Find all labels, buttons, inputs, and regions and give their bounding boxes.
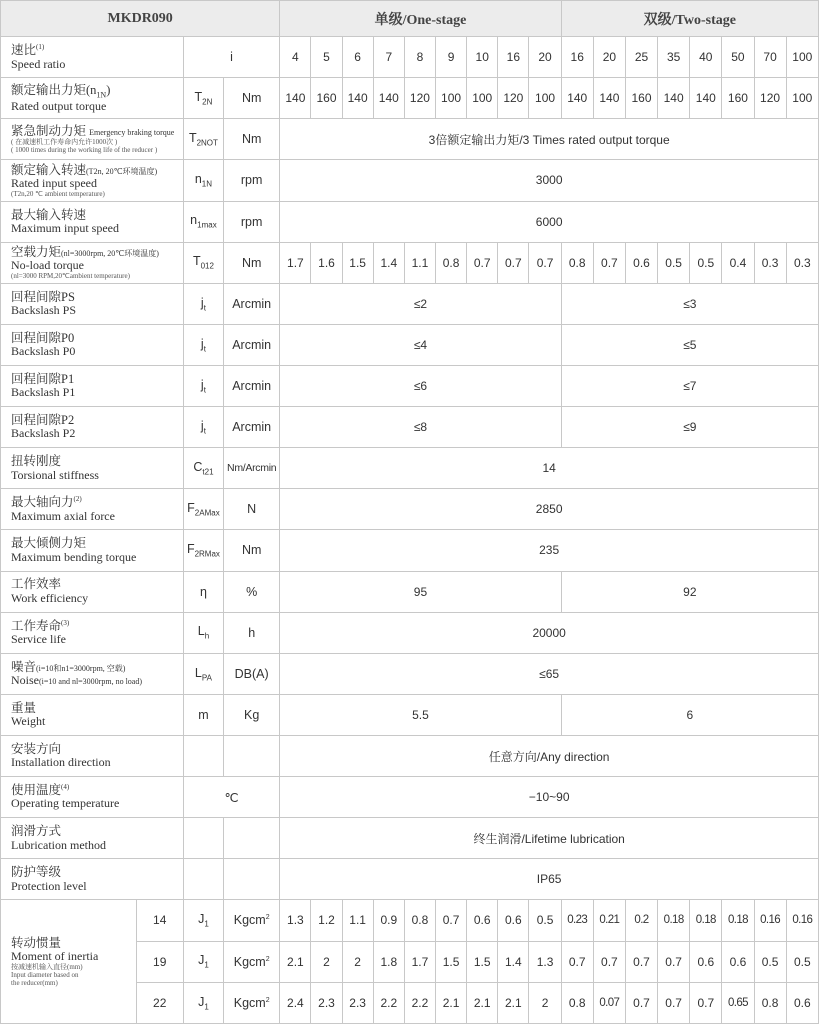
row-label: 紧急制动力矩 Emergency braking torque ( 在减速机工作寿命内允许1000次 ) ( 1000 times during the working life of the reducer ) (1, 119, 184, 160)
ratio-cell: 4 (280, 37, 311, 78)
no-load-cell: 0.8 (436, 242, 467, 283)
value-cell: 3000 (280, 160, 819, 201)
inertia-cell: 0.65 (722, 982, 754, 1023)
row-unit: ℃ (183, 777, 279, 818)
one-stage-value: 95 (280, 571, 561, 612)
row-unit: Arcmin (224, 283, 280, 324)
two-stage-value: 92 (561, 571, 818, 612)
no-load-cell: 0.7 (529, 242, 561, 283)
empty-cell (183, 818, 223, 859)
one-stage-header: 单级/One-stage (280, 1, 561, 37)
row-label: 重量 Weight (1, 694, 184, 735)
row-label: 工作寿命$^{(3)}$ Service life (1, 612, 184, 653)
inertia-cell: 1.5 (436, 941, 467, 982)
empty-cell (224, 859, 280, 900)
empty-cell (224, 735, 280, 776)
backlash-p0-row (1, 324, 819, 365)
inertia-cell: 0.5 (754, 941, 786, 982)
ratio-cell: 8 (404, 37, 435, 78)
torque-cell: 140 (658, 78, 690, 119)
inertia-cell: 2.1 (436, 982, 467, 1023)
no-load-cell: 0.4 (722, 242, 754, 283)
row-label: 防护等级 Protection level (1, 859, 184, 900)
inertia-cell: 1.4 (498, 941, 529, 982)
inertia-cell: 1.8 (373, 941, 404, 982)
work-efficiency-row (1, 571, 819, 612)
value-cell: 任意方向/Any direction (280, 735, 819, 776)
lubrication-row (1, 818, 819, 859)
inertia-cell: 1.3 (280, 900, 311, 941)
row-symbol: $J_1$ (183, 982, 223, 1023)
ratio-cell: 16 (498, 37, 529, 78)
row-label: 回程间隙PS Backslash PS (1, 283, 184, 324)
row-unit: Arcmin (224, 365, 280, 406)
two-stage-value: ≤7 (561, 365, 818, 406)
row-symbol: $j_t$ (183, 324, 223, 365)
installation-row (1, 735, 819, 776)
inertia-cell: 0.5 (529, 900, 561, 941)
backlash-p1-row (1, 365, 819, 406)
one-stage-value: ≤6 (280, 365, 561, 406)
inertia-cell: 2.2 (404, 982, 435, 1023)
input-diameter: 14 (136, 900, 183, 941)
row-label: 回程间隙P2 Backslash P2 (1, 407, 184, 448)
no-load-cell: 1.1 (404, 242, 435, 283)
ratio-cell: 16 (561, 37, 593, 78)
one-stage-value: ≤2 (280, 283, 561, 324)
row-symbol: $L_h$ (183, 612, 223, 653)
no-load-cell: 0.7 (467, 242, 498, 283)
inertia-cell: 0.5 (786, 941, 818, 982)
inertia-cell: 0.7 (625, 941, 657, 982)
torque-cell: 100 (467, 78, 498, 119)
inertia-cell: 2.1 (467, 982, 498, 1023)
row-symbol: $J_1$ (183, 941, 223, 982)
no-load-cell: 1.5 (342, 242, 373, 283)
ratio-cell: 70 (754, 37, 786, 78)
value-cell: 2850 (280, 489, 819, 530)
no-load-cell: 0.8 (561, 242, 593, 283)
row-symbol: $T_{012}$ (183, 242, 223, 283)
row-symbol: $T_{2NOT}$ (183, 119, 223, 160)
row-unit: Arcmin (224, 324, 280, 365)
row-symbol: $j_t$ (183, 283, 223, 324)
torque-cell: 160 (722, 78, 754, 119)
row-label: 额定输入转速(T2n, 20℃环境温度) Rated input speed (T2n,20 ℃ ambient temperature) (1, 160, 184, 201)
inertia-cell: 0.7 (561, 941, 593, 982)
inertia-cell: 0.7 (658, 982, 690, 1023)
torsional-stiffness-row (1, 448, 819, 489)
inertia-cell: 0.16 (754, 900, 786, 941)
row-unit: Kgcm$^2$ (224, 900, 280, 941)
inertia-cell: 2 (529, 982, 561, 1023)
inertia-cell: 1.1 (342, 900, 373, 941)
row-label: 回程间隙P0 Backslash P0 (1, 324, 184, 365)
torque-cell: 140 (561, 78, 593, 119)
row-label: 噪音(i=10和n1=3000rpm, 空载) Noise(i=10 and nl=3000rpm, no load) (1, 653, 184, 694)
row-unit: Kgcm$^2$ (224, 941, 280, 982)
inertia-cell: 0.7 (658, 941, 690, 982)
inertia-cell: 2.2 (373, 982, 404, 1023)
no-load-cell: 1.6 (311, 242, 342, 283)
row-symbol: m (183, 694, 223, 735)
one-stage-value: 5.5 (280, 694, 561, 735)
inertia-cell: 0.7 (690, 982, 722, 1023)
torque-cell: 140 (373, 78, 404, 119)
inertia-cell: 0.9 (373, 900, 404, 941)
value-cell: 20000 (280, 612, 819, 653)
row-label: 额定输出力矩$(n_{1N})$ Rated output torque (1, 78, 184, 119)
inertia-cell: 0.2 (625, 900, 657, 941)
no-load-torque-row (1, 242, 819, 283)
torque-cell: 140 (593, 78, 625, 119)
inertia-cell: 1.3 (529, 941, 561, 982)
axial-force-row (1, 489, 819, 530)
ratio-cell: 20 (593, 37, 625, 78)
row-symbol: $F_{2AMax}$ (183, 489, 223, 530)
inertia-cell: 2.3 (342, 982, 373, 1023)
row-unit: N (224, 489, 280, 530)
inertia-cell: 0.18 (658, 900, 690, 941)
one-stage-value: ≤8 (280, 407, 561, 448)
no-load-cell: 0.5 (690, 242, 722, 283)
ratio-cell: 5 (311, 37, 342, 78)
inertia-row-14 (1, 900, 819, 941)
row-label: 最大输入转速 Maximum input speed (1, 201, 184, 242)
value-cell: 235 (280, 530, 819, 571)
row-unit: Nm (224, 530, 280, 571)
inertia-cell: 2 (342, 941, 373, 982)
value-cell: −10~90 (280, 777, 819, 818)
value-cell: 终生润滑/Lifetime lubrication (280, 818, 819, 859)
row-symbol: $J_1$ (183, 900, 223, 941)
row-unit: Nm (224, 78, 280, 119)
inertia-cell: 0.6 (690, 941, 722, 982)
ratio-cell: 10 (467, 37, 498, 78)
row-unit: Nm (224, 119, 280, 160)
inertia-cell: 0.8 (561, 982, 593, 1023)
ratio-cell: 20 (529, 37, 561, 78)
row-label: 使用温度$^{(4)}$ Operating temperature (1, 777, 184, 818)
noise-row (1, 653, 819, 694)
inertia-cell: 0.7 (625, 982, 657, 1023)
row-unit: Arcmin (224, 407, 280, 448)
inertia-cell: 2.4 (280, 982, 311, 1023)
row-symbol: $F_{2RMax}$ (183, 530, 223, 571)
inertia-cell: 0.18 (690, 900, 722, 941)
no-load-cell: 1.4 (373, 242, 404, 283)
inertia-cell: 1.2 (311, 900, 342, 941)
row-symbol: $n_{1N}$ (183, 160, 223, 201)
inertia-cell: 0.23 (561, 900, 593, 941)
empty-cell (224, 818, 280, 859)
inertia-cell: 2 (311, 941, 342, 982)
no-load-cell: 0.6 (625, 242, 657, 283)
one-stage-value: ≤4 (280, 324, 561, 365)
inertia-cell: 1.7 (404, 941, 435, 982)
ratio-cell: 25 (625, 37, 657, 78)
row-unit: rpm (224, 201, 280, 242)
rated-torque-row (1, 78, 819, 119)
operating-temperature-row (1, 777, 819, 818)
row-label: 安装方向 Installation direction (1, 735, 184, 776)
inertia-cell: 0.7 (593, 941, 625, 982)
torque-cell: 100 (436, 78, 467, 119)
backlash-ps-row (1, 283, 819, 324)
row-unit: Nm (224, 242, 280, 283)
inertia-cell: 0.07 (593, 982, 625, 1023)
inertia-cell: 0.6 (786, 982, 818, 1023)
inertia-cell: 0.18 (722, 900, 754, 941)
value-cell: ≤65 (280, 653, 819, 694)
empty-cell (183, 859, 223, 900)
backlash-p2-row (1, 407, 819, 448)
row-unit: Kg (224, 694, 280, 735)
torque-cell: 140 (690, 78, 722, 119)
two-stage-value: ≤5 (561, 324, 818, 365)
bending-torque-row (1, 530, 819, 571)
value-cell: 3倍额定输出力矩/3 Times rated output torque (280, 119, 819, 160)
ratio-cell: 9 (436, 37, 467, 78)
max-input-speed-row (1, 201, 819, 242)
torque-cell: 140 (280, 78, 311, 119)
torque-cell: 120 (754, 78, 786, 119)
row-unit: % (224, 571, 280, 612)
inertia-cell: 0.21 (593, 900, 625, 941)
ratio-cell: 7 (373, 37, 404, 78)
protection-row (1, 859, 819, 900)
value-cell: 6000 (280, 201, 819, 242)
input-diameter: 19 (136, 941, 183, 982)
ratio-cell: 35 (658, 37, 690, 78)
weight-row (1, 694, 819, 735)
torque-cell: 160 (625, 78, 657, 119)
row-label: 最大倾侧力矩 Maximum bending torque (1, 530, 184, 571)
emergency-torque-row (1, 119, 819, 160)
inertia-cell: 0.7 (436, 900, 467, 941)
row-label: 扭转刚度 Torsional stiffness (1, 448, 184, 489)
torque-cell: 160 (311, 78, 342, 119)
inertia-cell: 0.6 (498, 900, 529, 941)
row-label: 最大轴向力$^{(2)}$ Maximum axial force (1, 489, 184, 530)
no-load-cell: 1.7 (280, 242, 311, 283)
empty-cell (183, 735, 223, 776)
inertia-cell: 0.8 (754, 982, 786, 1023)
row-symbol: $C_{t21}$ (183, 448, 223, 489)
ratio-cell: 40 (690, 37, 722, 78)
row-unit: rpm (224, 160, 280, 201)
row-label: 工作效率 Work efficiency (1, 571, 184, 612)
no-load-cell: 0.5 (658, 242, 690, 283)
torque-cell: 120 (404, 78, 435, 119)
no-load-cell: 0.3 (754, 242, 786, 283)
two-stage-header: 双级/Two-stage (561, 1, 818, 37)
row-unit: Nm/Arcmin (224, 448, 280, 489)
row-unit: DB(A) (224, 653, 280, 694)
value-cell: 14 (280, 448, 819, 489)
row-symbol: η (183, 571, 223, 612)
row-symbol: $n_{1max}$ (183, 201, 223, 242)
inertia-cell: 2.3 (311, 982, 342, 1023)
torque-cell: 100 (786, 78, 818, 119)
row-label: 速比$^{(1)}$ Speed ratio (1, 37, 184, 78)
row-label: 回程间隙P1 Backslash P1 (1, 365, 184, 406)
no-load-cell: 0.7 (498, 242, 529, 283)
inertia-cell: 0.6 (722, 941, 754, 982)
inertia-cell: 0.6 (467, 900, 498, 941)
ratio-cell: 100 (786, 37, 818, 78)
torque-cell: 140 (342, 78, 373, 119)
input-diameter: 22 (136, 982, 183, 1023)
row-unit: h (224, 612, 280, 653)
torque-cell: 120 (498, 78, 529, 119)
no-load-cell: 0.7 (593, 242, 625, 283)
two-stage-value: 6 (561, 694, 818, 735)
row-symbol: $L_{PA}$ (183, 653, 223, 694)
ratio-cell: 50 (722, 37, 754, 78)
service-life-row (1, 612, 819, 653)
ratio-symbol: i (183, 37, 279, 78)
two-stage-value: ≤3 (561, 283, 818, 324)
no-load-cell: 0.3 (786, 242, 818, 283)
row-unit: Kgcm$^2$ (224, 982, 280, 1023)
row-label: 空载力矩(nl=3000rpm, 20℃环境温度) No-load torque (nl=3000 RPM,20℃ambient temperature) (1, 242, 184, 283)
torque-cell: 100 (529, 78, 561, 119)
ratio-cell: 6 (342, 37, 373, 78)
inertia-cell: 2.1 (498, 982, 529, 1023)
model-name: MKDR090 (1, 1, 280, 37)
two-stage-value: ≤9 (561, 407, 818, 448)
inertia-cell: 2.1 (280, 941, 311, 982)
inertia-cell: 0.8 (404, 900, 435, 941)
row-symbol: $j_t$ (183, 365, 223, 406)
inertia-label: 转动惯量 Moment of inertia 按减速机输入直径(mm) Input diameter based on the reducer(mm) (1, 900, 137, 1024)
row-symbol: $T_{2N}$ (183, 78, 223, 119)
header-row (1, 1, 819, 37)
value-cell: IP65 (280, 859, 819, 900)
ratio-row (1, 37, 819, 78)
inertia-cell: 1.5 (467, 941, 498, 982)
rated-input-speed-row (1, 160, 819, 201)
inertia-cell: 0.16 (786, 900, 818, 941)
row-symbol: $j_t$ (183, 407, 223, 448)
row-label: 润滑方式 Lubrication method (1, 818, 184, 859)
